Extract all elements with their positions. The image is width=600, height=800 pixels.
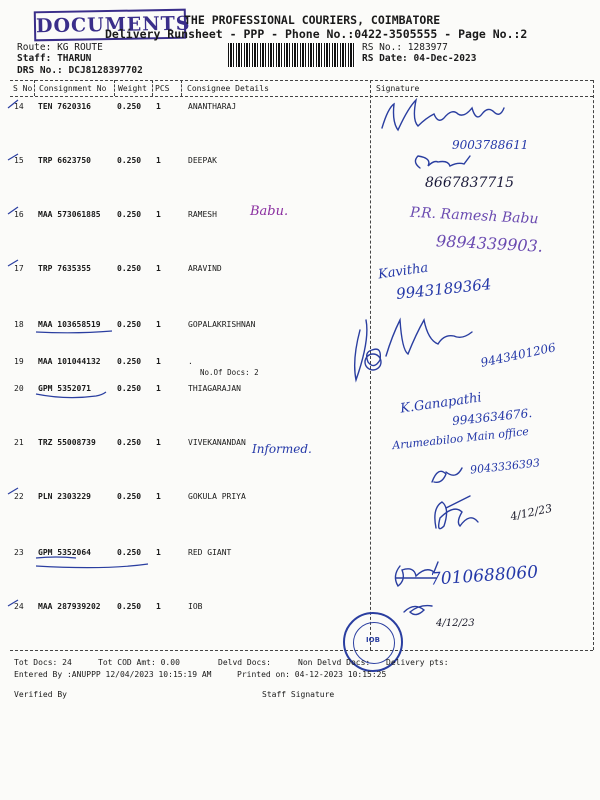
table-top-rule xyxy=(10,80,593,81)
rs-no-line xyxy=(362,42,448,53)
entered-by: Entered By :ANUPPP 12/04/2023 10:15:19 AM xyxy=(14,670,212,679)
cell-pcs: 1 xyxy=(156,602,161,611)
cell-weight: 0.250 xyxy=(117,210,142,219)
table-header-rule xyxy=(10,96,593,97)
handwritten-note-21: Informed. xyxy=(252,442,312,456)
cell-sno: 23 xyxy=(14,548,24,557)
handwritten-phone-23: 7010688060 xyxy=(429,562,539,590)
non-delvd-docs: Non Delvd Docs: xyxy=(298,658,371,667)
cell-pcs: 1 xyxy=(156,357,161,366)
cell-sno: 22 xyxy=(14,492,24,501)
rs-no-label: RS No.: xyxy=(362,42,403,53)
handwritten-phone-15: 8667837715 xyxy=(425,175,515,191)
handwritten-phone-20: 9943634676. xyxy=(451,405,533,429)
col-divider xyxy=(181,80,182,96)
cell-pcs: 1 xyxy=(156,210,161,219)
cell-consignment-no: PLN 2303229 xyxy=(38,492,91,501)
handwritten-name-17: Kavitha xyxy=(377,260,430,283)
handwritten-date-24: 4/12/23 xyxy=(436,618,475,629)
signature-21 xyxy=(432,468,470,508)
cell-consignee: ANANTHARAJ xyxy=(188,102,237,111)
route-value: KG ROUTE xyxy=(57,42,103,53)
handwritten-phone-18: 9443401206 xyxy=(479,340,557,370)
cell-consignment-no: MAA 103658519 xyxy=(38,320,101,329)
drs-value: DCJ8128397702 xyxy=(68,65,143,76)
cell-consignee: IOB xyxy=(188,602,203,611)
cell-pcs: 1 xyxy=(156,102,161,111)
cell-consignee: . xyxy=(188,357,193,366)
col-divider xyxy=(34,80,35,96)
cell-consignee: DEEPAK xyxy=(188,156,217,165)
cell-consignment-no: TRP 7635355 xyxy=(38,264,91,273)
cell-pcs: 1 xyxy=(156,264,161,273)
route-label: Route: xyxy=(17,42,52,53)
table-bottom-rule xyxy=(10,650,593,651)
underline-mark xyxy=(36,564,148,568)
cell-sno: 24 xyxy=(14,602,24,611)
cell-consignment-no: TRP 6623750 xyxy=(38,156,91,165)
cell-consignment-no: TEN 7620316 xyxy=(38,102,91,111)
cell-sno: 21 xyxy=(14,438,24,447)
cell-consignment-no: GPM 5352071 xyxy=(38,384,91,393)
col-header-consignment: Consignment No xyxy=(39,84,107,93)
rs-date-value: 04-Dec-2023 xyxy=(413,53,477,64)
handwritten-name-20: K.Ganapathi xyxy=(399,390,483,417)
rs-date-line xyxy=(362,53,476,64)
cell-consignment-no: MAA 287939202 xyxy=(38,602,101,611)
signature-22 xyxy=(435,502,478,529)
cell-sno: 19 xyxy=(14,357,24,366)
route-line xyxy=(17,42,103,53)
col-divider xyxy=(114,80,115,96)
cell-consignee: RAMESH xyxy=(188,210,217,219)
cell-pcs: 1 xyxy=(156,492,161,501)
right-border xyxy=(593,80,594,650)
barcode xyxy=(228,43,356,67)
seal-text: IOB xyxy=(366,636,380,644)
cell-consignee: RED GIANT xyxy=(188,548,232,557)
handwritten-date-22: 4/12/23 xyxy=(509,501,554,524)
staff-line xyxy=(17,53,91,64)
col-header-pcs: PCS xyxy=(155,84,170,93)
cell-pcs: 1 xyxy=(156,156,161,165)
cell-pcs: 1 xyxy=(156,384,161,393)
cell-consignment-no: GPM 5352064 xyxy=(38,548,91,557)
cell-sno: 16 xyxy=(14,210,24,219)
cell-weight: 0.250 xyxy=(117,357,142,366)
cell-consignee: ARAVIND xyxy=(188,264,222,273)
cell-weight: 0.250 xyxy=(117,384,142,393)
underline-mark xyxy=(36,557,76,558)
cell-consignee: GOPALAKRISHNAN xyxy=(188,320,256,329)
col-header-sno: S No xyxy=(13,84,33,93)
staff-value: THARUN xyxy=(57,53,92,64)
col-header-consignee: Consignee Details xyxy=(187,84,269,93)
cell-weight: 0.250 xyxy=(117,102,142,111)
drs-line xyxy=(17,65,143,76)
documents-stamp: DOCUMENTS xyxy=(34,9,187,42)
cell-weight: 0.250 xyxy=(117,602,142,611)
page-title: THE PROFESSIONAL COURIERS, COIMBATORE xyxy=(184,13,441,27)
signature-15 xyxy=(415,156,470,168)
tot-docs: Tot Docs: 24 xyxy=(14,658,72,667)
cell-weight: 0.250 xyxy=(117,438,142,447)
cell-sno: 18 xyxy=(14,320,24,329)
col-divider xyxy=(152,80,153,96)
tot-cod-amt: Tot COD Amt: 0.00 xyxy=(98,658,180,667)
cell-pcs: 1 xyxy=(156,548,161,557)
cell-consignment-no: TRZ 55008739 xyxy=(38,438,96,447)
cell-weight: 0.250 xyxy=(117,264,142,273)
signature-col-divider xyxy=(370,80,371,650)
handwritten-office-21: Arumeabiloo Main office xyxy=(391,424,530,453)
handwritten-phone-16: 9894339903. xyxy=(435,231,544,256)
handwritten-phone-17: 9943189364 xyxy=(395,275,493,303)
handwritten-note-16: Babu. xyxy=(250,204,289,219)
cell-weight: 0.250 xyxy=(117,320,142,329)
pen-underlines xyxy=(8,100,148,606)
cell-consignment-no: MAA 573061885 xyxy=(38,210,101,219)
cell-consignee: GOKULA PRIYA xyxy=(188,492,246,501)
cell-consignee: THIAGARAJAN xyxy=(188,384,241,393)
staff-label: Staff: xyxy=(17,53,52,64)
signature-24 xyxy=(404,606,432,615)
signature-18-19 xyxy=(355,320,472,380)
cell-sno: 17 xyxy=(14,264,24,273)
delvd-docs: Delvd Docs: xyxy=(218,658,271,667)
cell-consignment-no: MAA 101044132 xyxy=(38,357,101,366)
cell-weight: 0.250 xyxy=(117,492,142,501)
col-header-weight: Weight xyxy=(118,84,147,93)
cell-consignee: VIVEKANANDAN xyxy=(188,438,246,447)
page-subtitle: Delivery Runsheet - PPP - Phone No.:0422-3505555 - Page No.:2 xyxy=(105,27,528,41)
cell-sno: 20 xyxy=(14,384,24,393)
handwritten-phone-14: 9003788611 xyxy=(452,138,529,152)
cell-weight: 0.250 xyxy=(117,548,142,557)
signature-14 xyxy=(382,100,504,130)
underline-mark xyxy=(36,331,112,333)
verified-by: Verified By xyxy=(14,690,67,699)
handwritten-phone-21: 9043336393 xyxy=(469,456,541,477)
cell-pcs: 1 xyxy=(156,438,161,447)
cell-sno: 14 xyxy=(14,102,24,111)
handwritten-name-16: P.R. Ramesh Babu xyxy=(409,204,539,228)
delivery-pts: Delivery pts: xyxy=(386,658,449,667)
rs-no-value: 1283977 xyxy=(407,42,448,53)
printed-on: Printed on: 04-12-2023 10:15:25 xyxy=(237,670,387,679)
docs-count-note: No.Of Docs: 2 xyxy=(200,368,259,377)
col-header-signature: Signature xyxy=(376,84,420,93)
rs-date-label: RS Date: xyxy=(362,53,408,64)
drs-label: DRS No.: xyxy=(17,65,63,76)
cell-sno: 15 xyxy=(14,156,24,165)
staff-signature: Staff Signature xyxy=(262,690,335,699)
signature-circle xyxy=(365,354,381,370)
cell-weight: 0.250 xyxy=(117,156,142,165)
cell-pcs: 1 xyxy=(156,320,161,329)
